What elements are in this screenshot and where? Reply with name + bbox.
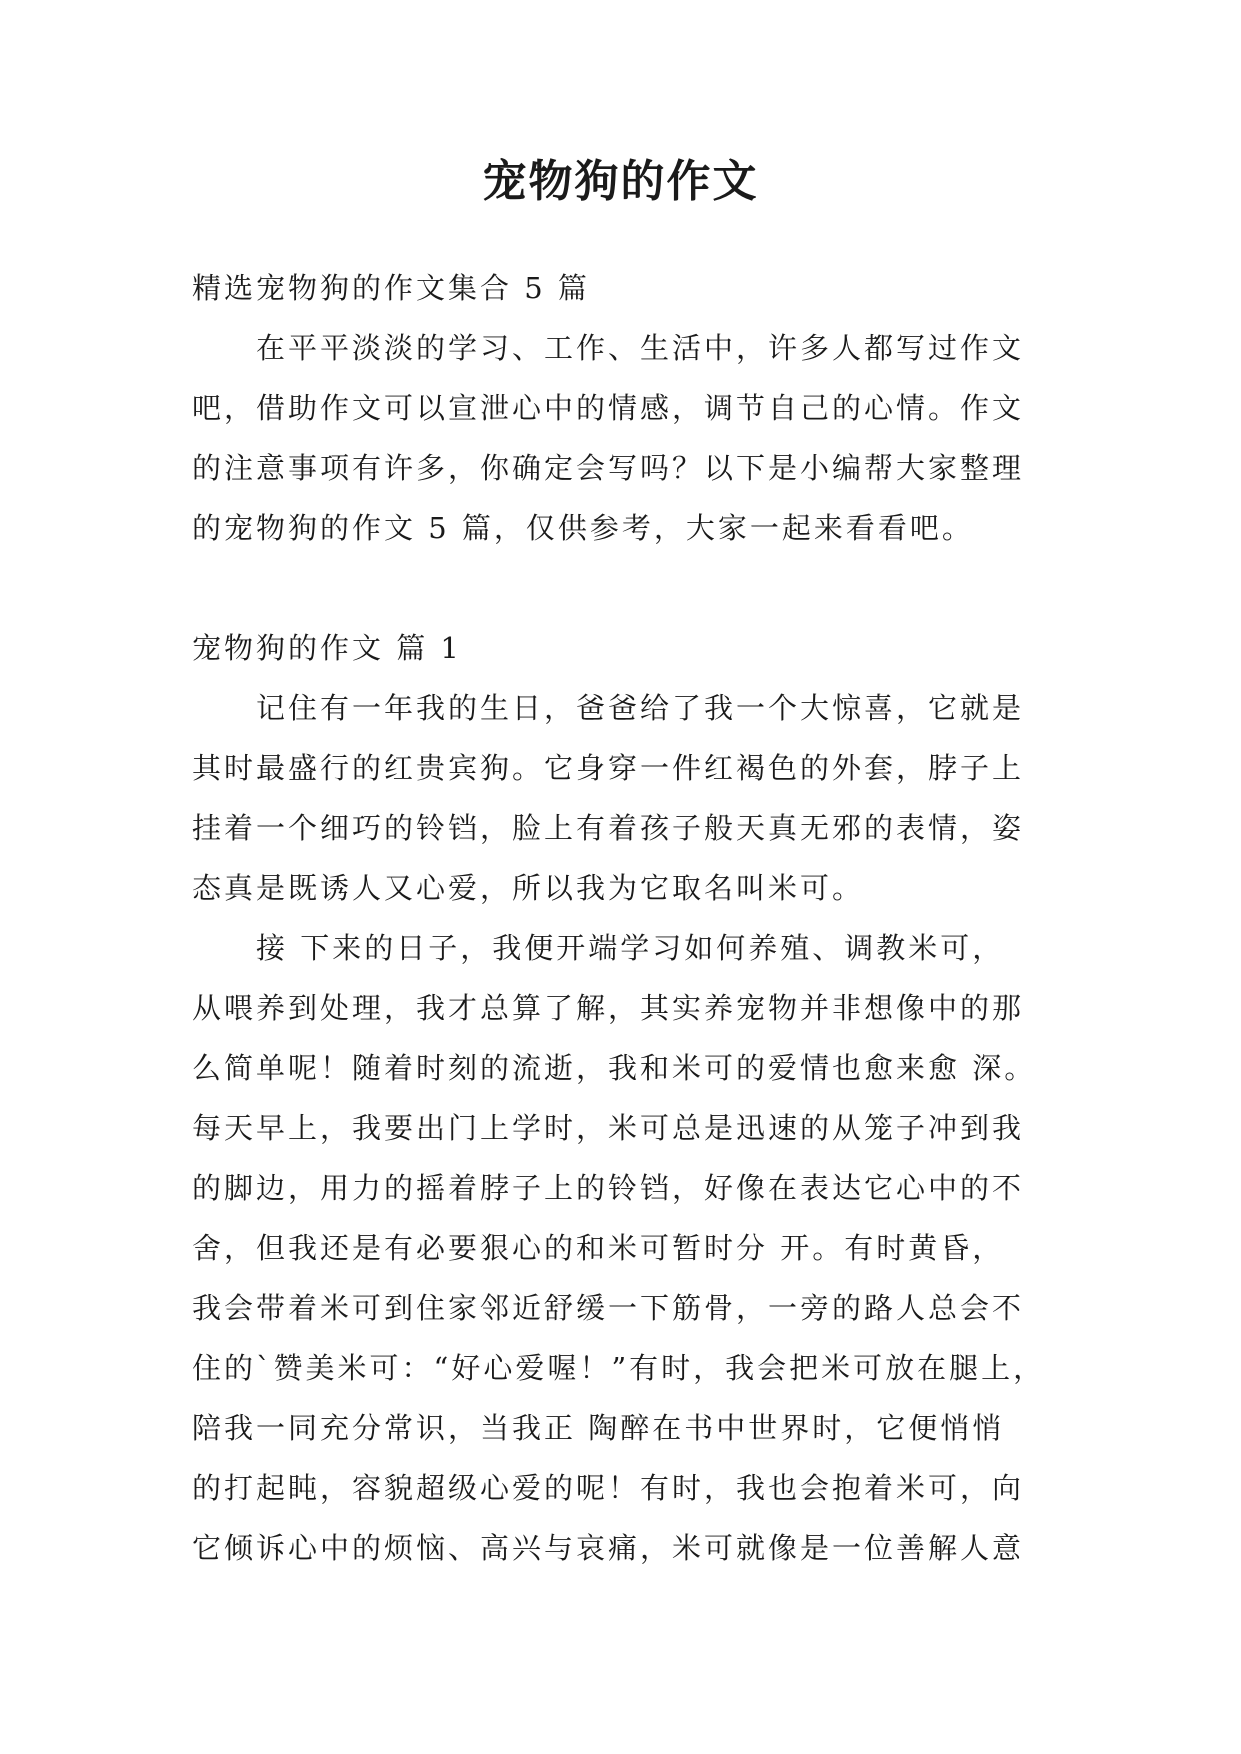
paragraph-line: 接 下来的日子，我便开端学习如何养殖、调教米可， <box>256 931 1005 965</box>
document-title: 宠物狗的作文 <box>482 156 759 207</box>
paragraph-line: 陪我一同充分常识，当我正 陶醉在书中世界时，它便悄悄 <box>192 1411 1005 1445</box>
paragraph-line: 舍，但我还是有必要狠心的和米可暂时分 开。有时黄昏， <box>192 1231 1005 1265</box>
paragraph-line: 住的`赞美米可：“好心爱喔！”有时，我会把米可放在腿上， <box>192 1351 1046 1385</box>
intro-line: 的宠物狗的作文 5 篇，仅供参考，大家一起来看看吧。 <box>192 511 974 545</box>
paragraph-line: 我会带着米可到住家邻近舒缓一下筋骨，一旁的路人总会不 <box>192 1291 1025 1325</box>
paragraph-line: 态真是既诱人又心爱，所以我为它取名叫米可。 <box>192 871 865 905</box>
paragraph-line: 挂着一个细巧的铃铛，脸上有着孩子般天真无邪的表情，姿 <box>192 811 1025 845</box>
section-spacer <box>192 558 1072 618</box>
paragraph-line: 每天早上，我要出门上学时，米可总是迅速的从笼子冲到我 <box>192 1111 1025 1145</box>
paragraph-line: 从喂养到处理，我才总算了解，其实养宠物并非想像中的那 <box>192 991 1025 1025</box>
intro-paragraph <box>192 318 1072 558</box>
essay-paragraph-1 <box>192 678 1072 918</box>
intro-line: 在平平淡淡的学习、工作、生活中，许多人都写过作文 <box>256 331 1025 365</box>
intro-line: 吧，借助作文可以宣泄心中的情感，调节自己的心情。作文 <box>192 391 1025 425</box>
paragraph-line: 么简单呢！随着时刻的流逝，我和米可的爱情也愈来愈 深。 <box>192 1051 1037 1085</box>
section-heading: 宠物狗的作文 篇 1 <box>192 631 462 665</box>
paragraph-line: 的打起盹，容貌超级心爱的呢！有时，我也会抱着米可，向 <box>192 1471 1025 1505</box>
paragraph-line: 记住有一年我的生日，爸爸给了我一个大惊喜，它就是 <box>256 691 1025 725</box>
paragraph-line: 它倾诉心中的烦恼、高兴与哀痛，米可就像是一位善解人意 <box>192 1531 1025 1565</box>
collection-subtitle: 精选宠物狗的作文集合 5 篇 <box>192 271 590 305</box>
essay-paragraph-2 <box>192 918 1072 1578</box>
paragraph-line: 的脚边，用力的摇着脖子上的铃铛，好像在表达它心中的不 <box>192 1171 1025 1205</box>
intro-line: 的注意事项有许多，你确定会写吗？以下是小编帮大家整理 <box>192 451 1025 485</box>
paragraph-line: 其时最盛行的红贵宾狗。它身穿一件红褐色的外套，脖子上 <box>192 751 1025 785</box>
document-body <box>192 258 1072 1578</box>
